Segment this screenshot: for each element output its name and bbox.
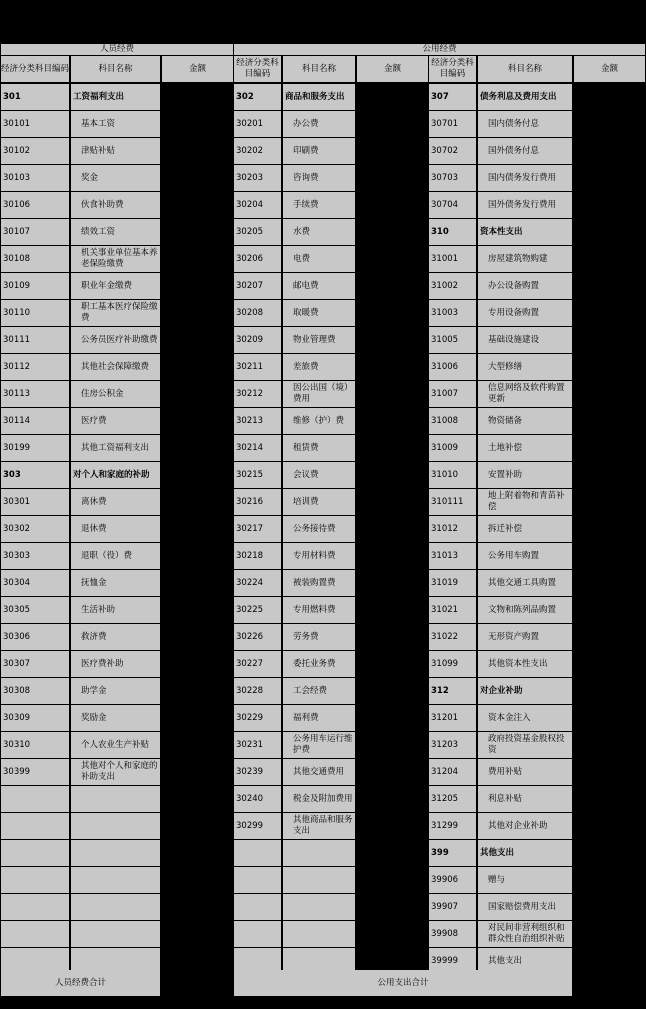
- item-name: [71, 840, 160, 866]
- item-name: 退职（役）费: [71, 543, 160, 569]
- item-code: 31010: [429, 462, 476, 488]
- item-code: [234, 894, 281, 920]
- item-name: 救济费: [71, 624, 160, 650]
- item-name: 租赁费: [283, 435, 355, 461]
- item-code: 30107: [1, 219, 69, 245]
- item-name: 政府投资基金股权投资: [478, 732, 572, 758]
- item-code: 39908: [429, 921, 476, 947]
- item-code: 30701: [429, 111, 476, 137]
- item-name: [283, 921, 355, 947]
- category-name: 其他支出: [478, 840, 572, 866]
- item-code: [1, 921, 69, 947]
- item-code: 30108: [1, 246, 69, 272]
- item-name: 公务接待费: [283, 516, 355, 542]
- item-code: 30106: [1, 192, 69, 218]
- item-code: 312: [429, 678, 476, 704]
- item-name: 其他商品和服务支出: [283, 813, 355, 839]
- item-name: 伙食补助费: [71, 192, 160, 218]
- item-code: 30103: [1, 165, 69, 191]
- item-code: 31013: [429, 543, 476, 569]
- category-name: 商品和服务支出: [283, 84, 355, 110]
- item-code: 30215: [234, 462, 281, 488]
- item-code: 30212: [234, 381, 281, 407]
- item-code: 31007: [429, 381, 476, 407]
- item-name: 差旅费: [283, 354, 355, 380]
- item-name: 手续费: [283, 192, 355, 218]
- item-name: [283, 894, 355, 920]
- item-name: [71, 894, 160, 920]
- item-code: 30304: [1, 570, 69, 596]
- item-name: 其他对个人和家庭的补助支出: [71, 759, 160, 785]
- item-name: 专用设备购置: [478, 300, 572, 326]
- item-code: 30305: [1, 597, 69, 623]
- group-header-personnel: 人员经费: [1, 44, 233, 55]
- item-name: 维修（护）费: [283, 408, 355, 434]
- item-code: [1, 786, 69, 812]
- item-name: 其他交通工具购置: [478, 570, 572, 596]
- item-name: 咨询费: [283, 165, 355, 191]
- category-name: 资本性支出: [478, 219, 572, 245]
- item-code: 30202: [234, 138, 281, 164]
- item-code: 30102: [1, 138, 69, 164]
- item-name: 基本工资: [71, 111, 160, 137]
- item-code: 30302: [1, 516, 69, 542]
- item-code: 30301: [1, 489, 69, 515]
- item-name: 费用补贴: [478, 759, 572, 785]
- item-code: 301: [1, 84, 69, 110]
- item-code: 303: [1, 462, 69, 488]
- column-header-code: 经济分类科目编码: [234, 56, 281, 82]
- item-code: 30308: [1, 678, 69, 704]
- item-name: 取暖费: [283, 300, 355, 326]
- item-code: 30110: [1, 300, 69, 326]
- item-code: 30226: [234, 624, 281, 650]
- item-name: 委托业务费: [283, 651, 355, 677]
- item-code: [1, 867, 69, 893]
- item-code: 30306: [1, 624, 69, 650]
- item-name: 会议费: [283, 462, 355, 488]
- item-code: 30218: [234, 543, 281, 569]
- item-code: 30227: [234, 651, 281, 677]
- item-code: [1, 894, 69, 920]
- item-name: 拆迁补偿: [478, 516, 572, 542]
- item-code: 30199: [1, 435, 69, 461]
- item-code: 30214: [234, 435, 281, 461]
- item-name: 职业年金缴费: [71, 273, 160, 299]
- item-code: 30703: [429, 165, 476, 191]
- item-name: 其他资本性支出: [478, 651, 572, 677]
- item-code: 31299: [429, 813, 476, 839]
- item-code: 30216: [234, 489, 281, 515]
- item-name: 地上附着物和青苗补偿: [478, 489, 572, 515]
- item-code: 30109: [1, 273, 69, 299]
- item-code: 31001: [429, 246, 476, 272]
- item-name: 信息网络及软件购置更新: [478, 381, 572, 407]
- item-name: [283, 867, 355, 893]
- item-code: [1, 840, 69, 866]
- item-name: 电费: [283, 246, 355, 272]
- item-name: 利息补贴: [478, 786, 572, 812]
- item-code: 30225: [234, 597, 281, 623]
- item-code: 39907: [429, 894, 476, 920]
- item-code: 30310: [1, 732, 69, 758]
- column-header-amount: 金额: [357, 56, 428, 82]
- item-name: 职工基本医疗保险缴费: [71, 300, 160, 326]
- item-name: 其他社会保障缴费: [71, 354, 160, 380]
- item-name: 无形资产购置: [478, 624, 572, 650]
- item-name: 生活补助: [71, 597, 160, 623]
- item-name: 个人农业生产补贴: [71, 732, 160, 758]
- item-code: [1, 813, 69, 839]
- item-code: 30205: [234, 219, 281, 245]
- item-code: 30213: [234, 408, 281, 434]
- item-code: 31203: [429, 732, 476, 758]
- item-name: 水费: [283, 219, 355, 245]
- item-name: 对民间非营利组织和群众性自治组织补贴: [478, 921, 572, 947]
- item-code: 310: [429, 219, 476, 245]
- item-code: 31005: [429, 327, 476, 353]
- column-header-name: 科目名称: [71, 56, 160, 82]
- item-name: 赠与: [478, 867, 572, 893]
- item-code: 31099: [429, 651, 476, 677]
- item-name: [283, 840, 355, 866]
- category-name: 债务利息及费用支出: [478, 84, 572, 110]
- item-name: 奖励金: [71, 705, 160, 731]
- item-code: 302: [234, 84, 281, 110]
- item-name: 奖金: [71, 165, 160, 191]
- item-name: 邮电费: [283, 273, 355, 299]
- item-code: 31009: [429, 435, 476, 461]
- item-code: [234, 921, 281, 947]
- item-name: 物资储备: [478, 408, 572, 434]
- item-code: 31204: [429, 759, 476, 785]
- item-name: 工会经费: [283, 678, 355, 704]
- column-header-code: 经济分类科目编码: [1, 56, 69, 82]
- item-name: 机关事业单位基本养老保险缴费: [71, 246, 160, 272]
- column-header-name: 科目名称: [283, 56, 355, 82]
- item-name: 税金及附加费用: [283, 786, 355, 812]
- item-name: 文物和陈列品购置: [478, 597, 572, 623]
- personnel-total-label: 人员经费合计: [1, 970, 160, 996]
- item-code: [234, 840, 281, 866]
- item-code: [234, 867, 281, 893]
- item-name: 其他支出: [478, 948, 572, 974]
- item-code: 310111: [429, 489, 476, 515]
- item-name: 基础设施建设: [478, 327, 572, 353]
- item-code: 30224: [234, 570, 281, 596]
- item-name: [71, 786, 160, 812]
- item-code: 31205: [429, 786, 476, 812]
- item-name: 公务员医疗补助缴费: [71, 327, 160, 353]
- item-name: 被装购置费: [283, 570, 355, 596]
- item-name: 国内债务付息: [478, 111, 572, 137]
- item-code: 30231: [234, 732, 281, 758]
- item-code: 30111: [1, 327, 69, 353]
- item-name: 办公设备购置: [478, 273, 572, 299]
- item-code: 30229: [234, 705, 281, 731]
- item-code: 30309: [1, 705, 69, 731]
- item-name: [71, 813, 160, 839]
- item-name: 医疗费补助: [71, 651, 160, 677]
- item-code: 31008: [429, 408, 476, 434]
- item-code: 31201: [429, 705, 476, 731]
- item-name: 资本金注入: [478, 705, 572, 731]
- category-name: 工资福利支出: [71, 84, 160, 110]
- item-name: 其他工资福利支出: [71, 435, 160, 461]
- item-code: 30702: [429, 138, 476, 164]
- item-code: 30217: [234, 516, 281, 542]
- item-name: 因公出国（境）费用: [283, 381, 355, 407]
- item-name: [71, 921, 160, 947]
- item-code: 30399: [1, 759, 69, 785]
- item-code: 30112: [1, 354, 69, 380]
- item-name: 公务用车购置: [478, 543, 572, 569]
- item-name: 培训费: [283, 489, 355, 515]
- column-header-name: 科目名称: [478, 56, 572, 82]
- item-code: 31022: [429, 624, 476, 650]
- category-name: 对个人和家庭的补助: [71, 462, 160, 488]
- item-name: 医疗费: [71, 408, 160, 434]
- item-code: 30303: [1, 543, 69, 569]
- item-code: 30240: [234, 786, 281, 812]
- item-name: 专用材料费: [283, 543, 355, 569]
- item-code: 30208: [234, 300, 281, 326]
- item-name: 退休费: [71, 516, 160, 542]
- item-code: 30211: [234, 354, 281, 380]
- item-code: 39999: [429, 948, 476, 974]
- item-name: 房屋建筑物购建: [478, 246, 572, 272]
- category-name: 对企业补助: [478, 678, 572, 704]
- item-code: 307: [429, 84, 476, 110]
- item-code: 31003: [429, 300, 476, 326]
- item-name: 安置补助: [478, 462, 572, 488]
- column-header-amount: 金额: [574, 56, 645, 82]
- item-name: 国内债务发行费用: [478, 165, 572, 191]
- item-code: 31002: [429, 273, 476, 299]
- item-name: 绩效工资: [71, 219, 160, 245]
- item-name: 专用燃料费: [283, 597, 355, 623]
- item-code: 30307: [1, 651, 69, 677]
- item-code: 31019: [429, 570, 476, 596]
- item-code: 399: [429, 840, 476, 866]
- item-name: 物业管理费: [283, 327, 355, 353]
- item-name: 公务用车运行维护费: [283, 732, 355, 758]
- column-header-amount: 金额: [162, 56, 233, 82]
- item-name: 土地补偿: [478, 435, 572, 461]
- item-name: 离休费: [71, 489, 160, 515]
- item-code: 30201: [234, 111, 281, 137]
- item-code: 30206: [234, 246, 281, 272]
- item-code: 30228: [234, 678, 281, 704]
- item-code: 30113: [1, 381, 69, 407]
- item-name: 大型修缮: [478, 354, 572, 380]
- item-code: 30114: [1, 408, 69, 434]
- item-name: 国外债务付息: [478, 138, 572, 164]
- item-code: 30209: [234, 327, 281, 353]
- public-total-label: 公用支出合计: [234, 970, 572, 996]
- item-name: 助学金: [71, 678, 160, 704]
- item-code: 30207: [234, 273, 281, 299]
- item-code: 31012: [429, 516, 476, 542]
- item-code: 30239: [234, 759, 281, 785]
- item-code: 31021: [429, 597, 476, 623]
- item-code: 31006: [429, 354, 476, 380]
- item-name: 国家赔偿费用支出: [478, 894, 572, 920]
- group-header-public: 公用经费: [234, 44, 645, 55]
- item-name: 抚恤金: [71, 570, 160, 596]
- item-name: 国外债务发行费用: [478, 192, 572, 218]
- item-code: 30704: [429, 192, 476, 218]
- item-name: 福利费: [283, 705, 355, 731]
- item-name: [71, 867, 160, 893]
- item-code: 30204: [234, 192, 281, 218]
- item-code: 39906: [429, 867, 476, 893]
- item-code: 30299: [234, 813, 281, 839]
- item-name: 住房公积金: [71, 381, 160, 407]
- item-name: 其他对企业补助: [478, 813, 572, 839]
- column-header-code: 经济分类科目编码: [429, 56, 476, 82]
- item-name: 劳务费: [283, 624, 355, 650]
- item-name: 津贴补贴: [71, 138, 160, 164]
- item-code: 30203: [234, 165, 281, 191]
- item-name: 其他交通费用: [283, 759, 355, 785]
- item-code: 30101: [1, 111, 69, 137]
- item-name: 印刷费: [283, 138, 355, 164]
- item-name: 办公费: [283, 111, 355, 137]
